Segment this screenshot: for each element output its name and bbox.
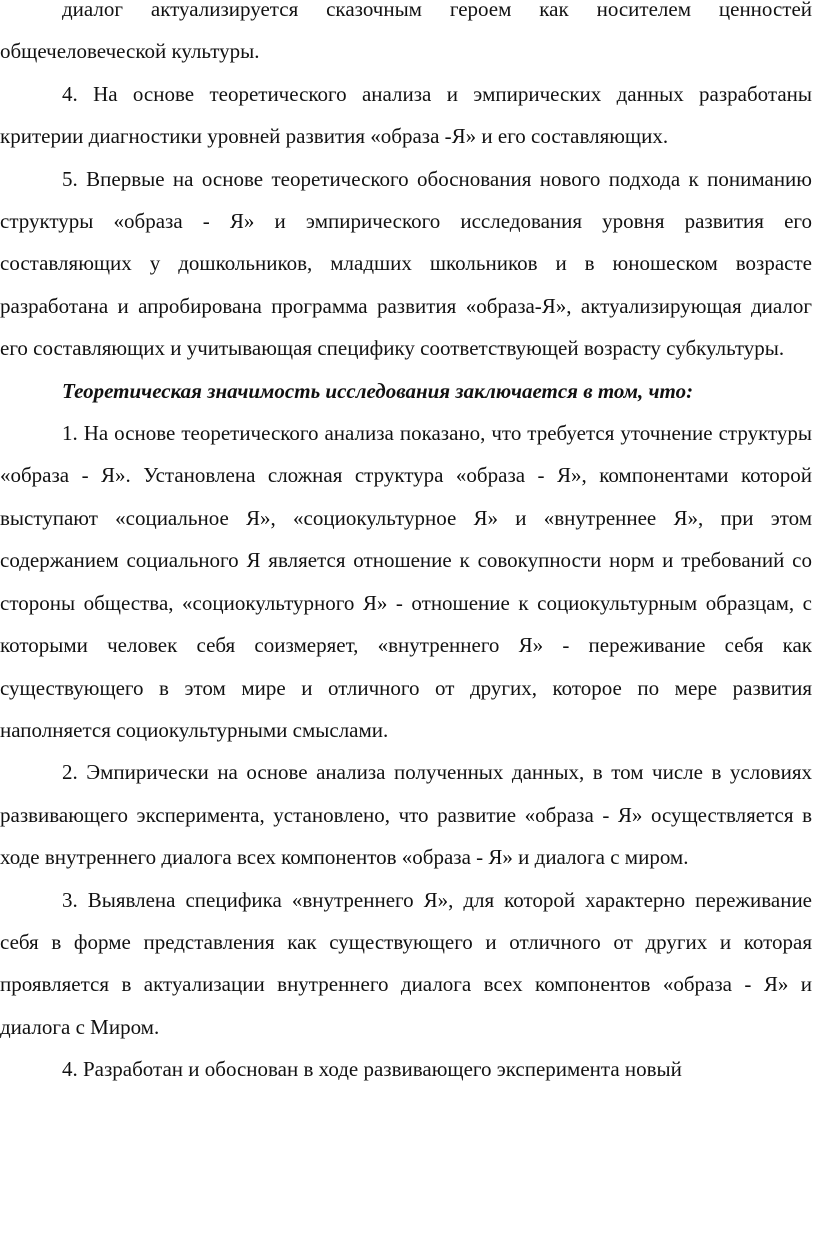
paragraph-novelty-4: 4. На основе теоретического анализа и эмпирических данных разработаны критерии диагностики уровней развития «образа -Я» и его составляющих. [0, 81, 812, 149]
paragraph-theory-3: 3. Выявлена специфика «внутреннего Я», для которой характерно переживание себя в форме представления как существующего и отличного от других и которая проявляется в актуализации внутреннего диалога всех компонентов «образа - Я» и диалога с Миром. [0, 887, 812, 1039]
section-heading: Теоретическая значимость исследования заключается в том, что: [62, 378, 694, 403]
paragraph-theory-2: 2. Эмпирически на основе анализа полученных данных, в том числе в условиях развивающего эксперимента, установлено, что развитие «образа - Я» осуществляется в ходе внутреннего диалога всех компонентов «образа - Я» и диалога с миром. [0, 760, 812, 870]
paragraph-continuation: диалог актуализируется сказочным героем как носителем ценностей общечеловеческой культуры. [0, 0, 812, 64]
paragraph-theory-1: 1. На основе теоретического анализа показано, что требуется уточнение структуры «образа - Я». Установлена сложная структура «образа - Я», компонентами которой выступают «социальное Я», «социокультурное Я» и «внутреннее Я», при этом содержанием социального Я является отношение к совокупности норм и требований со стороны общества, «социокультурного Я» - отношение к социокультурным образцам, с которыми человек себя соизмеряет, «внутреннего Я» - переживание себя как существующего в этом мире и отличного от других, которое по мере развития наполняется социокультурными смыслами. [0, 421, 812, 742]
paragraph-novelty-5: 5. Впервые на основе теоретического обоснования нового подхода к пониманию структуры «образа - Я» и эмпирического исследования уровня развития его составляющих у дошкольников, младших школьников и в юношеском возрасте разработана и апробирована программа развития «образа-Я», актуализирующая диалог его составляющих и учитывающая специфику соответствующей возрасту субкультуры. [0, 166, 812, 361]
paragraph-theory-4: 4. Разработан и обоснован в ходе развивающего эксперимента новый [62, 1057, 682, 1082]
